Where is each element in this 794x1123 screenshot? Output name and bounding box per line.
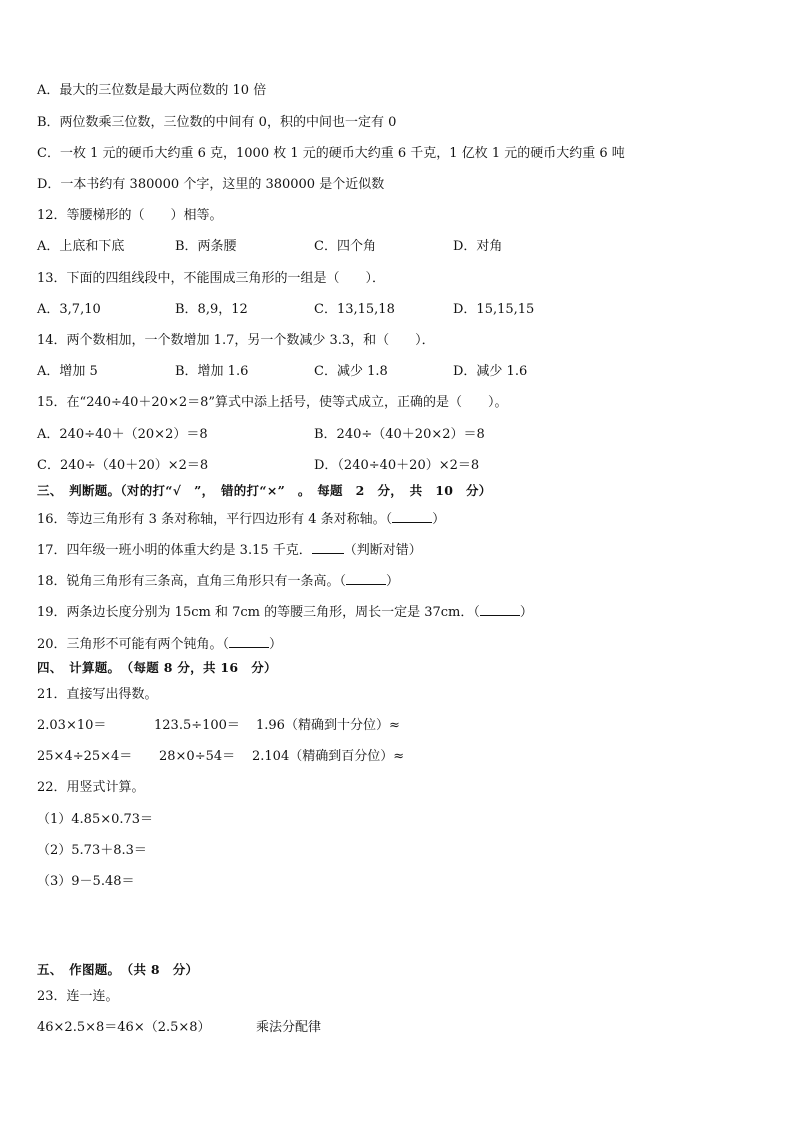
q16-text: 16．等边三角形有 3 条对称轴，平行四边形有 4 条对称轴。（ — [37, 512, 393, 527]
q23-stem: 23．连一连。 — [37, 989, 119, 1004]
q12-option-b: B．两条腰 — [175, 239, 237, 254]
q21-stem: 21．直接写出得数。 — [37, 687, 158, 702]
q22-stem: 22．用竖式计算。 — [37, 780, 145, 795]
q15-option-c: C．240÷（40＋20）×2＝8 — [37, 458, 209, 473]
section-4-title: 四、 计算题。 （每题 8 分，共 16 分） — [37, 660, 277, 675]
q18-item — [37, 571, 399, 591]
q12-option-a: A．上底和下底 — [37, 239, 125, 254]
q16-item — [37, 509, 445, 529]
q11-option-b: B．两位数乘三位数，三位数的中间有 0，积的中间也一定有 0 — [37, 115, 397, 130]
q20-answer-blank[interactable] — [229, 634, 269, 648]
q14-option-b: B．增加 1.6 — [175, 364, 249, 379]
q23-right-law: 乘法分配律 — [256, 1020, 322, 1035]
q21-calc-1: 2.03×10＝ — [37, 718, 107, 733]
q18-answer-blank[interactable] — [346, 571, 386, 585]
q19-item — [37, 602, 533, 622]
q20-text: 20．三角形不可能有两个钝角。（ — [37, 637, 230, 652]
q14-stem: 14．两个数相加，一个数增加 1.7，另一个数减少 3.3，和（ ）． — [37, 333, 435, 348]
q16-answer-blank[interactable] — [392, 509, 432, 523]
q12-option-d: D．对角 — [453, 239, 503, 254]
q16-close: ） — [432, 512, 446, 527]
q13-option-a: A．3,7,10 — [37, 302, 101, 317]
section-5-title: 五、 作图题。 （共 8 分） — [37, 962, 199, 977]
q19-close: ） — [519, 605, 533, 620]
q17-item — [37, 540, 422, 560]
q11-option-d: D．一本书约有 380000 个字，这里的 380000 是个近似数 — [37, 177, 385, 192]
q14-option-c: C．减少 1.8 — [314, 364, 388, 379]
q22-item-3: （3）9－5.48＝ — [37, 874, 135, 889]
q13-stem: 13．下面的四组线段中，不能围成三角形的一组是（ ）． — [37, 271, 386, 286]
q21-calc-4: 25×4÷25×4＝ — [37, 749, 133, 764]
section-3-title: 三、 判断题。（对的打“√ ”， 错的打“×” 。 每题 2 分， 共 10 分） — [37, 483, 492, 498]
q18-text: 18．锐角三角形有三条高，直角三角形只有一条高。（ — [37, 574, 347, 589]
q20-close: ） — [269, 637, 283, 652]
q19-answer-blank[interactable] — [480, 602, 520, 616]
q11-option-c: C．一枚 1 元的硬币大约重 6 克，1000 枚 1 元的硬币大约重 6 千克，1 亿枚 1 元的硬币大约重 6 吨 — [37, 146, 625, 161]
q19-text: 19．两条边长度分别为 15cm 和 7cm 的等腰三角形，周长一定是 37cm．（ — [37, 605, 480, 620]
q21-calc-5: 28×0÷54＝ — [159, 749, 236, 764]
q11-option-a: A．最大的三位数是最大两位数的 10 倍 — [37, 83, 267, 98]
q14-option-d: D．减少 1.6 — [453, 364, 528, 379]
q20-item — [37, 634, 282, 654]
q23-left-expression: 46×2.5×8＝46×（2.5×8） — [37, 1020, 211, 1035]
q15-stem: 15．在“240÷40＋20×2＝8”算式中添上括号，使等式成立，正确的是（ ）。 — [37, 395, 508, 410]
q15-option-b: B．240÷（40＋20×2）＝8 — [314, 427, 485, 442]
q21-calc-6: 2.104（精确到百分位）≈ — [252, 749, 405, 764]
q17-suffix: （判断对错） — [343, 543, 422, 558]
q17-text: 17．四年级一班小明的体重大约是 3.15 千克． — [37, 543, 312, 558]
q15-option-d: D．（240÷40＋20）×2＝8 — [314, 458, 480, 473]
q18-close: ） — [386, 574, 400, 589]
q12-stem: 12．等腰梯形的（ ）相等。 — [37, 208, 223, 223]
q13-option-b: B．8,9，12 — [175, 302, 248, 317]
q12-option-c: C．四个角 — [314, 239, 376, 254]
q15-option-a: A．240÷40＋（20×2）＝8 — [37, 427, 208, 442]
q14-option-a: A．增加 5 — [37, 364, 98, 379]
q17-answer-blank[interactable] — [312, 540, 344, 554]
q13-option-d: D．15,15,15 — [453, 302, 535, 317]
q21-calc-2: 123.5÷100＝ — [154, 718, 240, 733]
q22-item-2: （2）5.73＋8.3＝ — [37, 843, 147, 858]
q13-option-c: C．13,15,18 — [314, 302, 395, 317]
q21-calc-3: 1.96（精确到十分位）≈ — [256, 718, 400, 733]
q22-item-1: （1）4.85×0.73＝ — [37, 812, 154, 827]
